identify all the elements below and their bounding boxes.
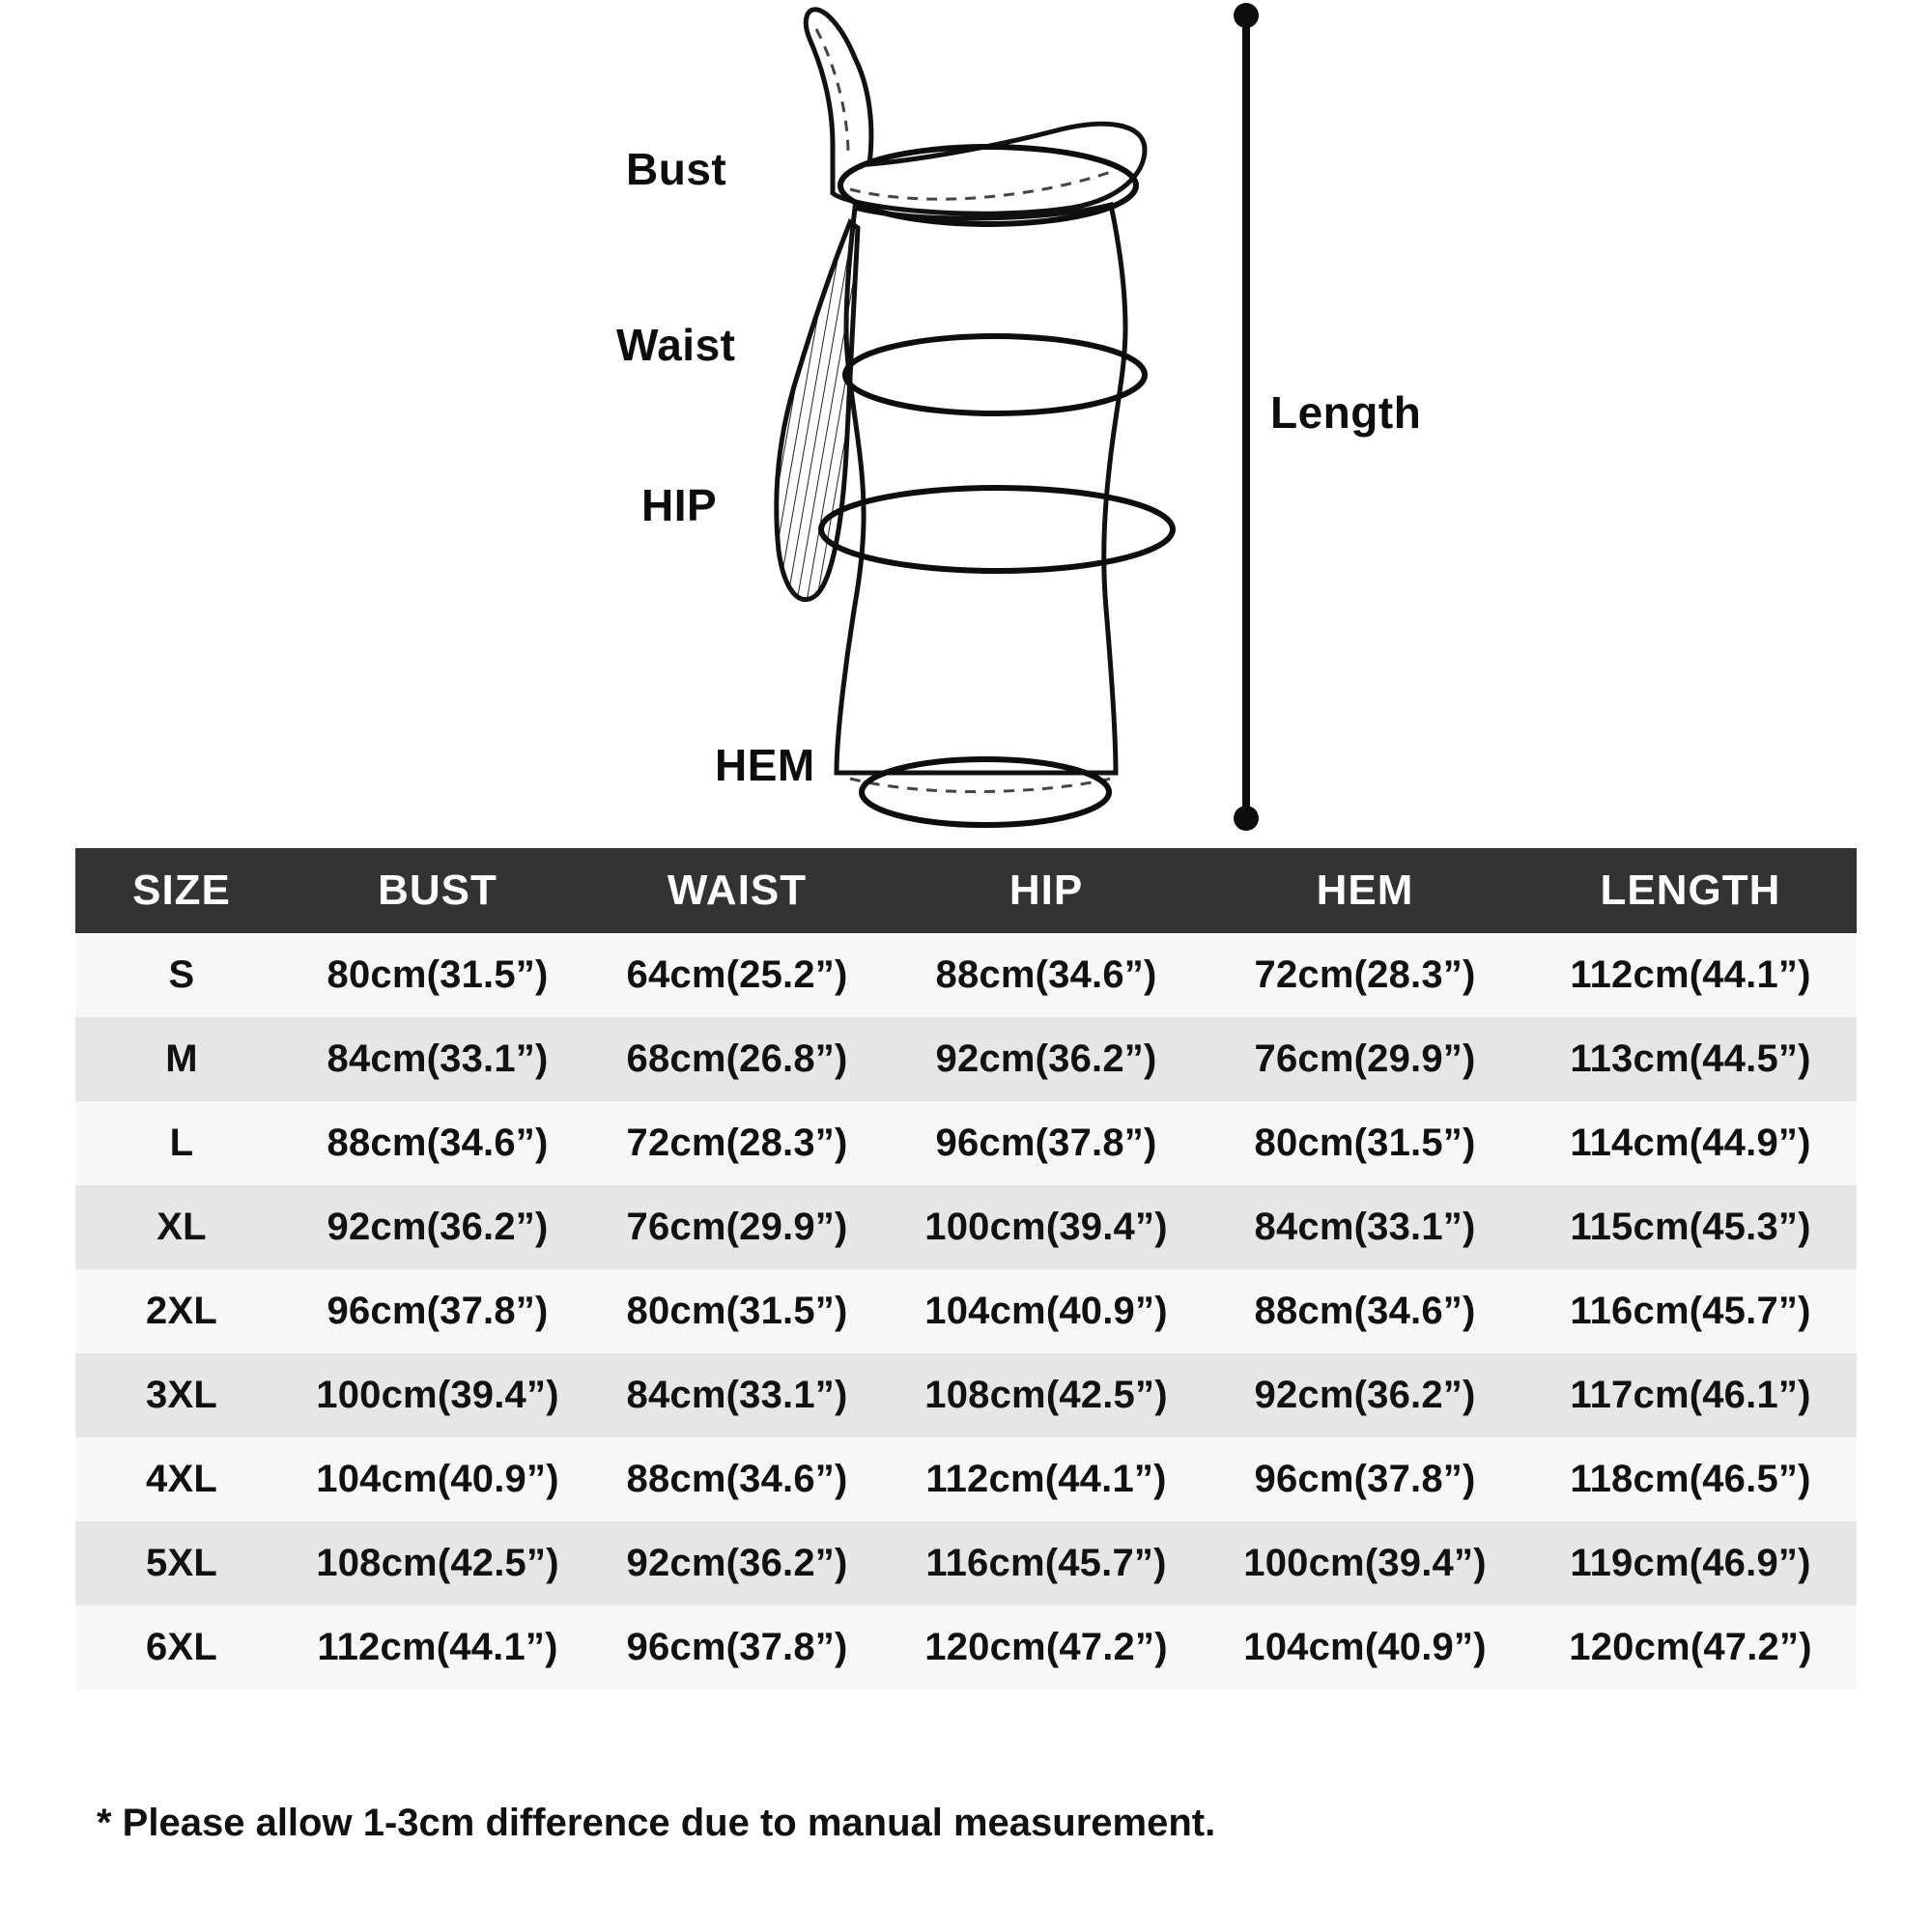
cell-length: 117cm(46.1”) bbox=[1524, 1353, 1857, 1437]
table-row bbox=[75, 1605, 1857, 1690]
cell-bust: 104cm(40.9”) bbox=[288, 1437, 587, 1521]
table-row bbox=[75, 1521, 1857, 1605]
header-size: SIZE bbox=[75, 848, 288, 933]
hem-label: HEM bbox=[715, 740, 815, 790]
size-table bbox=[75, 848, 1857, 1690]
cell-hip: 108cm(42.5”) bbox=[887, 1353, 1206, 1437]
header-bust: BUST bbox=[288, 848, 587, 933]
table-row bbox=[75, 1353, 1857, 1437]
cell-hip: 96cm(37.8”) bbox=[887, 1101, 1206, 1185]
cell-hem: 104cm(40.9”) bbox=[1206, 1605, 1524, 1690]
cell-length: 118cm(46.5”) bbox=[1524, 1437, 1857, 1521]
cell-size: 6XL bbox=[75, 1605, 288, 1690]
cell-hem: 88cm(34.6”) bbox=[1206, 1269, 1524, 1353]
bust-label: Bust bbox=[626, 144, 727, 194]
cell-hip: 104cm(40.9”) bbox=[887, 1269, 1206, 1353]
cell-waist: 92cm(36.2”) bbox=[587, 1521, 887, 1605]
cell-hem: 80cm(31.5”) bbox=[1206, 1101, 1524, 1185]
cell-size: 5XL bbox=[75, 1521, 288, 1605]
cell-hip: 116cm(45.7”) bbox=[887, 1521, 1206, 1605]
cell-hip: 112cm(44.1”) bbox=[887, 1437, 1206, 1521]
length-arrow-bottom-cap bbox=[1234, 806, 1259, 831]
table-row bbox=[75, 1185, 1857, 1269]
cell-bust: 96cm(37.8”) bbox=[288, 1269, 587, 1353]
table-row bbox=[75, 1437, 1857, 1521]
cell-length: 119cm(46.9”) bbox=[1524, 1521, 1857, 1605]
cell-bust: 108cm(42.5”) bbox=[288, 1521, 587, 1605]
cell-size: XL bbox=[75, 1185, 288, 1269]
cell-hem: 92cm(36.2”) bbox=[1206, 1353, 1524, 1437]
cell-waist: 64cm(25.2”) bbox=[587, 933, 887, 1017]
table-row bbox=[75, 933, 1857, 1017]
cell-length: 115cm(45.3”) bbox=[1524, 1185, 1857, 1269]
cell-hem: 72cm(28.3”) bbox=[1206, 933, 1524, 1017]
cell-hip: 120cm(47.2”) bbox=[887, 1605, 1206, 1690]
cell-bust: 84cm(33.1”) bbox=[288, 1017, 587, 1101]
cell-waist: 96cm(37.8”) bbox=[587, 1605, 887, 1690]
cell-size: 3XL bbox=[75, 1353, 288, 1437]
cell-waist: 80cm(31.5”) bbox=[587, 1269, 887, 1353]
cell-size: L bbox=[75, 1101, 288, 1185]
cell-size: S bbox=[75, 933, 288, 1017]
garment-measurement-diagram bbox=[0, 0, 1932, 840]
sleeve-drape bbox=[777, 222, 858, 600]
length-arrow-top-cap bbox=[1234, 3, 1259, 28]
cell-length: 120cm(47.2”) bbox=[1524, 1605, 1857, 1690]
table-row bbox=[75, 1269, 1857, 1353]
cell-hip: 88cm(34.6”) bbox=[887, 933, 1206, 1017]
cell-bust: 112cm(44.1”) bbox=[288, 1605, 587, 1690]
header-waist: WAIST bbox=[587, 848, 887, 933]
cell-waist: 84cm(33.1”) bbox=[587, 1353, 887, 1437]
header-hip: HIP bbox=[887, 848, 1206, 933]
cell-hem: 100cm(39.4”) bbox=[1206, 1521, 1524, 1605]
cell-bust: 92cm(36.2”) bbox=[288, 1185, 587, 1269]
table-row bbox=[75, 1101, 1857, 1185]
size-table-wrapper bbox=[75, 848, 1857, 1690]
cell-bust: 88cm(34.6”) bbox=[288, 1101, 587, 1185]
cell-waist: 72cm(28.3”) bbox=[587, 1101, 887, 1185]
cell-hip: 100cm(39.4”) bbox=[887, 1185, 1206, 1269]
cell-length: 112cm(44.1”) bbox=[1524, 933, 1857, 1017]
cell-hem: 76cm(29.9”) bbox=[1206, 1017, 1524, 1101]
table-header-row bbox=[75, 848, 1857, 933]
cell-size: 2XL bbox=[75, 1269, 288, 1353]
cell-length: 116cm(45.7”) bbox=[1524, 1269, 1857, 1353]
cell-waist: 68cm(26.8”) bbox=[587, 1017, 887, 1101]
cell-bust: 100cm(39.4”) bbox=[288, 1353, 587, 1437]
cell-hem: 84cm(33.1”) bbox=[1206, 1185, 1524, 1269]
dress-illustration bbox=[0, 0, 1932, 840]
header-length: LENGTH bbox=[1524, 848, 1857, 933]
cell-waist: 76cm(29.9”) bbox=[587, 1185, 887, 1269]
measurement-disclaimer: * Please allow 1-3cm difference due to manual measurement. bbox=[97, 1802, 1216, 1844]
waist-label: Waist bbox=[616, 320, 736, 370]
size-table-body bbox=[75, 933, 1857, 1690]
size-table-head bbox=[75, 848, 1857, 933]
cell-hip: 92cm(36.2”) bbox=[887, 1017, 1206, 1101]
cell-size: M bbox=[75, 1017, 288, 1101]
cell-size: 4XL bbox=[75, 1437, 288, 1521]
header-hem: HEM bbox=[1206, 848, 1524, 933]
cell-bust: 80cm(31.5”) bbox=[288, 933, 587, 1017]
cell-hem: 96cm(37.8”) bbox=[1206, 1437, 1524, 1521]
cell-length: 113cm(44.5”) bbox=[1524, 1017, 1857, 1101]
hip-label: HIP bbox=[641, 480, 718, 530]
length-label: Length bbox=[1270, 387, 1422, 438]
cell-waist: 88cm(34.6”) bbox=[587, 1437, 887, 1521]
cell-length: 114cm(44.9”) bbox=[1524, 1101, 1857, 1185]
table-row bbox=[75, 1017, 1857, 1101]
